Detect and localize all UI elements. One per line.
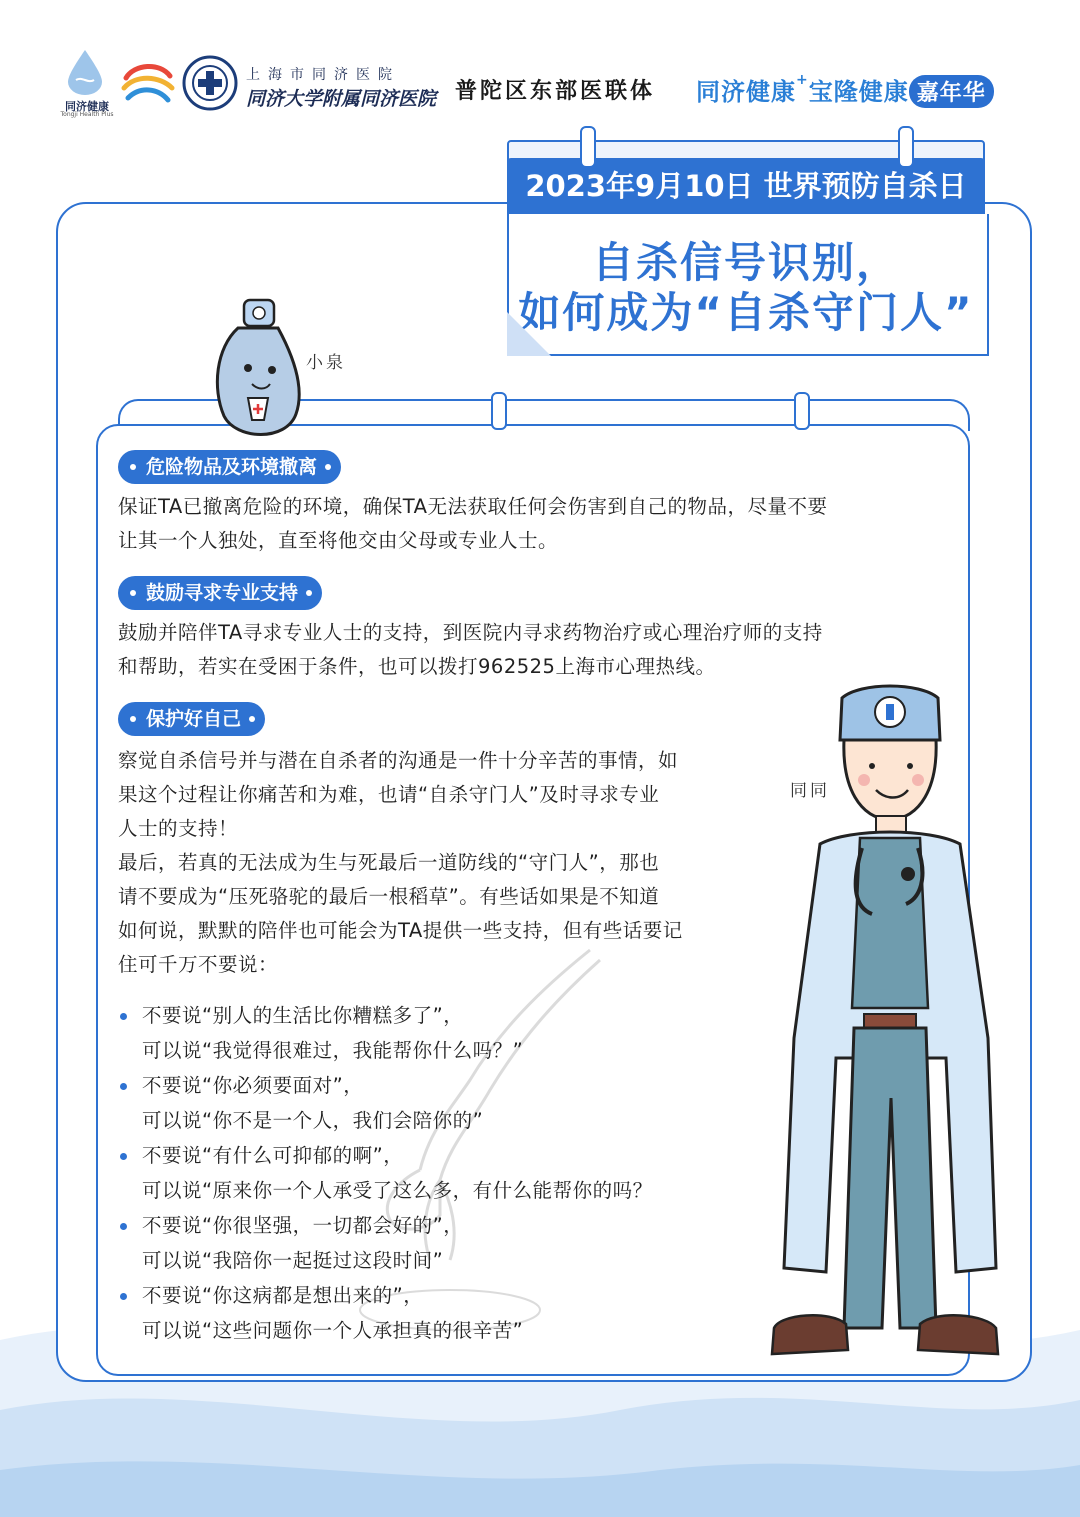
binder-clip-icon [794,392,810,430]
section-heading-danger-removal: 危险物品及环境撤离 [118,450,341,484]
swirl-logo-icon [120,58,176,108]
header-logos [0,0,1080,130]
do-say-text: 可以说“这些问题你一个人承担真的很辛苦” [142,1319,524,1342]
text-line: 和帮助，若实在受困于条件，也可以拨打962525上海市心理热线。 [118,655,716,678]
tongji-logo-text: 同济健康 [65,100,109,113]
dont-say-text: 不要说“你必须要面对”， [142,1074,364,1097]
doctor-name: 同同 [790,781,830,801]
title-card [507,140,985,354]
list-item [118,1068,758,1138]
brand-a: 同济健康 [696,78,796,106]
section-heading-seek-support: 鼓励寻求专业支持 [118,576,322,610]
section-text-seek-support [118,616,958,684]
title-line-2: 如何成为“自杀守门人” [518,288,974,337]
do-say-text: 可以说“我觉得很难过，我能帮你什么吗？” [142,1039,524,1062]
binder-clip-icon [580,126,596,168]
mascot-droplet-icon [208,298,308,443]
alliance-name: 普陀区东部医联体 [455,78,656,104]
title-date-line: 2023年9月10日 世界预防自杀日 [507,158,985,214]
tongji-health-logo [52,48,118,118]
hospital-emblem-icon [182,55,238,111]
dont-say-text: 不要说“别人的生活比你糟糕多了”， [142,1004,464,1027]
hospital-subname: 同济大学附属同济医院 [246,88,437,110]
do-say-text: 可以说“原来你一个人承受了这么多，有什么能帮你的吗？ [142,1179,653,1202]
bullet-dot-icon [120,1013,127,1020]
page-fold-icon [507,312,551,356]
binder-clip-icon [491,392,507,430]
brand-b: 宝隆健康 [808,78,909,106]
do-say-text: 可以说“我陪你一起挺过这段时间” [142,1249,444,1272]
section-heading-protect-yourself: 保护好自己 [118,702,265,736]
dont-say-text: 不要说“你很坚强，一切都会好的”， [142,1214,464,1237]
mascot-name: 小泉 [306,353,346,373]
do-say-text: 可以说“你不是一个人，我们会陪你的” [142,1109,484,1132]
dont-say-text: 不要说“你这病都是想出来的”， [142,1284,424,1307]
bullet-dot-icon [120,1293,127,1300]
title-line-1: 自杀信号识别， [591,238,900,287]
section-text-danger-removal [118,490,958,558]
text-line: 人士的支持！ [118,817,239,840]
tongji-logo-subtext: Tongji Health Plus [60,111,114,118]
brand-c: 嘉年华 [909,75,994,108]
brand-slogan: 同济健康+宝隆健康 嘉年华 [696,72,994,108]
bullet-dot-icon [120,1223,127,1230]
section-text-protect-yourself [118,744,788,982]
bullet-dot-icon [120,1083,127,1090]
list-item [118,1208,758,1278]
list-item [118,1138,758,1208]
text-line: 果这个过程让你痛苦和为难，也请“自杀守门人”及时寻求专业 [118,783,660,806]
list-item [118,998,758,1068]
text-line: 鼓励并陪伴TA寻求专业人士的支持，到医院内寻求药物治疗或心理治疗师的支持 [118,621,823,644]
text-line: 让其一个人独处，直至将他交由父母或专业人士。 [118,529,559,552]
text-line: 住可千万不要说： [118,953,279,976]
binder-clip-icon [898,126,914,168]
hospital-name: 上海市同济医院 [246,67,400,83]
dont-say-list [118,998,758,1348]
text-line: 察觉自杀信号并与潜在自杀者的沟通是一件十分辛苦的事情，如 [118,749,679,772]
bullet-dot-icon [120,1153,127,1160]
dont-say-text: 不要说“有什么可抑郁的啊”， [142,1144,404,1167]
text-line: 请不要成为“压死骆驼的最后一根稻草”。有些话如果是不知道 [118,885,660,908]
list-item [118,1278,758,1348]
text-line: 如何说，默默的陪伴也可能会为TA提供一些支持，但有些话要记 [118,919,683,942]
text-line: 保证TA已撤离危险的环境，确保TA无法获取任何会伤害到自己的物品，尽量不要 [118,495,828,518]
text-line: 最后，若真的无法成为生与死最后一道防线的“守门人”，那也 [118,851,660,874]
